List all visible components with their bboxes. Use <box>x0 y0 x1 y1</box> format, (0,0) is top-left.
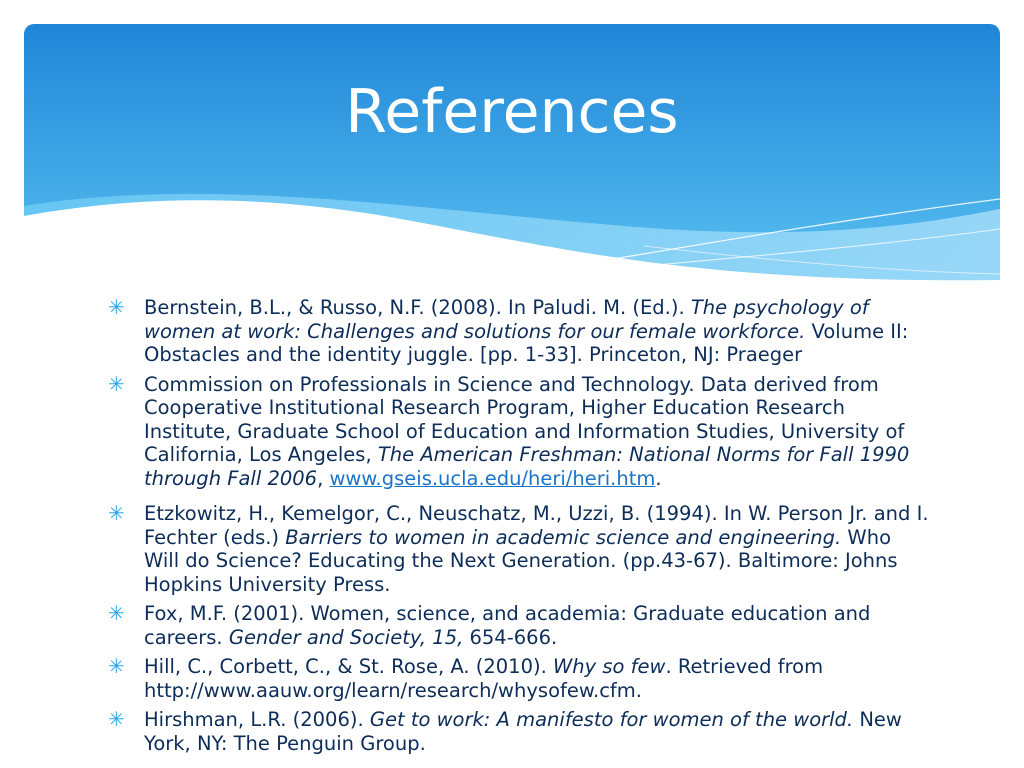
wave-background <box>24 24 1000 294</box>
reference-item <box>108 602 930 649</box>
reference-text: Etzkowitz, H., Kemelgor, C., Neuschatz, M., Uzzi, B. (1994). In W. Person Jr. and I. Fechter (eds.) <box>144 502 929 549</box>
reference-link[interactable]: www.gseis.ucla.edu/heri/heri.htm <box>329 466 656 490</box>
reference-title: Gender and Society, 15, <box>228 625 464 649</box>
reference-item <box>108 296 930 367</box>
reference-text: Hirshman, L.R. (2006). <box>144 708 370 731</box>
asterisk-bullet-icon: ✳ <box>108 501 125 525</box>
reference-item <box>108 655 930 702</box>
reference-item <box>108 373 930 491</box>
reference-item <box>108 708 930 755</box>
reference-text: Volume II: Obstacles and the identity juggle. [pp. 1-33]. Princeton, NJ: Praeger <box>144 319 909 366</box>
asterisk-bullet-icon: ✳ <box>108 654 125 678</box>
reference-title: The American Freshman: National Norms for Fall 1990 through Fall 2006 <box>144 443 910 490</box>
reference-text: 654-666. <box>463 625 558 649</box>
reference-item <box>108 502 930 596</box>
reference-title: Get to work: A manifesto for women of the world. <box>369 708 854 731</box>
asterisk-bullet-icon: ✳ <box>108 601 125 625</box>
reference-text: . <box>655 466 662 490</box>
slide-title: References <box>345 77 679 147</box>
reference-text: Bernstein, B.L., & Russo, N.F. (2008). In Paludi. M. (Ed.). <box>144 296 691 319</box>
asterisk-bullet-icon: ✳ <box>108 371 125 396</box>
reference-title: The psychology of women at work: Challenges and solutions for our female workforce. <box>144 296 869 343</box>
reference-text: , <box>317 466 330 490</box>
reference-title: Barriers to women in academic science and engineering. <box>285 525 842 549</box>
reference-text: . Retrieved from http://www.aauw.org/learn/research/whysofew.cfm. <box>144 655 824 702</box>
reference-list <box>108 296 930 761</box>
header-band <box>24 24 1000 294</box>
reference-text: Fox, M.F. (2001). Women, science, and academia: Graduate education and careers. <box>144 602 871 649</box>
reference-text: Hill, C., Corbett, C., & St. Rose, A. (2010). <box>144 655 553 678</box>
reference-text: Commission on Professionals in Science and Technology. Data derived from Cooperative Institutional Research Program, Higher Education Research Institute, Graduate School of Education and Information Studies, University of California, Los Angeles, <box>144 372 905 466</box>
reference-text: New York, NY: The Penguin Group. <box>144 708 902 755</box>
reference-title: Why so few <box>552 655 666 678</box>
asterisk-bullet-icon: ✳ <box>108 707 125 731</box>
reference-text: Who Will do Science? Educating the Next Generation. (pp.43-67). Baltimore: Johns Hopkins University Press. <box>144 525 898 596</box>
asterisk-bullet-icon: ✳ <box>108 295 125 319</box>
